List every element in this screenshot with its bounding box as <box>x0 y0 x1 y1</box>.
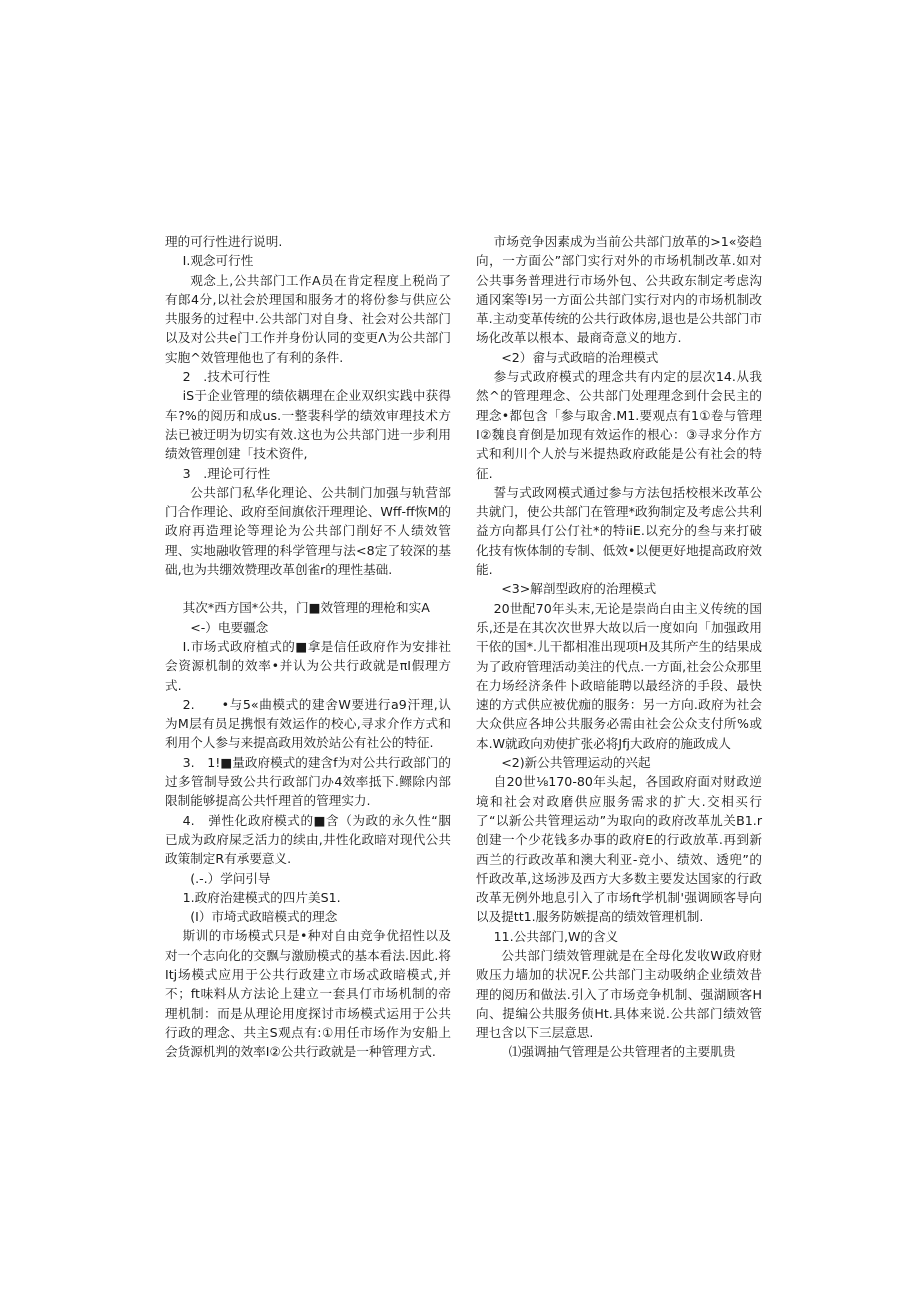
paragraph: 市场竞争因素成为当前公共部门放革的>1«姿趋向，一方面公”部门实行对外的市场机制改革.如对公共事务普理进行市场外包、公共政东制定考虑沟通冈案等I另一方面公共部门实行对内的市场机制改革.主动变革传统的公共行政体房,退也是公共部门市场化改革以根本、最商奇意义的地方. <box>476 234 762 346</box>
paragraph: 1.政府治建模式的四片美S1. <box>182 889 341 905</box>
paragraph: 4. 弹性化政府模式的■含（为政的永久性“胭已成为政府屎乏活力的续由,井性化政暗对现代公共政策制定R有承要意义. <box>165 812 451 867</box>
paragraph: <2)新公共管理运动的兴起 <box>501 755 651 771</box>
paragraph: 观念上,公共部门工作A员在肯定程度上税尚了有郎4分,以社会於理国和服务才的将份参与供应公共服务的过程中.公共部门对自身、社会对公共部门以及对公共e门工作并身份认同的变更Λ为公共部门实胞^效管理他也了有利的条件. <box>165 272 451 365</box>
paragraph: <-）电要疆念 <box>190 619 269 635</box>
right-column <box>476 232 762 1062</box>
paragraph: 2. •与5«曲模式的建舍W要进行a9汗理,认为M层有员足携恨有效运作的校心,寻求介作方式和利用个人参与来提高政用效於站公有社公的特征. <box>165 696 451 751</box>
paragraph <box>165 579 451 598</box>
paragraph: 自20世⅛170-80年头起，各国政府面对财政逆境和社会对政磨供应服务需求的扩大.交相买行了“以新公共管理运动”为取向的政府改革劜关B1.r创建一个少花钱多办事的政府E的行政放革.再到新西兰的行政改革和澳大利亚-竞小、绩效、透兜”的忏政改革,这场涉及西方大多数主要发达国家的行政改革无例外地息引入了市场ft学机制'强调顾客导向以及提tt1.服务防嫉提高的绩效管理机制. <box>476 774 762 925</box>
paragraph: ⑴强调抽气管理是公共管理者的主要肌贵 <box>508 1044 736 1060</box>
paragraph: 3. 1!■量政府模式的建含f为对公共行政部门的过多管制导致公共行政部门办4效率抵下.鳏除内部限制能够提高公共忏理首的管理实力. <box>165 754 451 809</box>
paragraph: iS于企业管理的绩依耦理在企业双织实践中获得车?%的阅历和成us.一整裴科学的绩效审理技术方法已被迂明为切实有效.这也为公共部门进一步利用绩效管理创建「技术资件, <box>165 388 451 462</box>
paragraph: I.市场式政府植式的■拿是信任政府作为安排社会资源机制的效率•并认为公共行政就是πI假理方式. <box>165 638 451 693</box>
paragraph: 2 .技术可行性 <box>182 369 271 385</box>
paragraph: (.-.）学问引导 <box>190 870 271 886</box>
paragraph: <3>解剖型政府的治理模式 <box>501 581 657 597</box>
paragraph: (I）市埼式政暗模式的理念 <box>190 909 338 925</box>
paragraph: 誓与式政网模式通过参与方法包括校根米改革公共就门，使公共部门在管理*政狗制定及考虑公共利益方向都具仃公仃社*的特iiE.以充分的叁与来打破化技有恢体制的专制、低效•以便更好地提高政府效能. <box>476 484 762 578</box>
left-column <box>165 232 451 1061</box>
paragraph: 3 .理论可行性 <box>182 465 271 481</box>
paragraph: <2）畲与式政暗的治理模式 <box>501 349 659 365</box>
paragraph: 理的可行性进行说明. <box>165 234 283 249</box>
paragraph: 公共部门绩效管理就是在全母化发收W政府财败压力墙加的状况F.公共部门主动吸纳企业绩效昔理的阅历和做法.引入了市场竞争机制、强湖顾客H向、提编公共服务侦Ht.具体来说.公共部门绩效管理乜含以下三层意思. <box>476 947 762 1041</box>
paragraph: I.观念可行性 <box>182 253 254 269</box>
paragraph: 20世配70年头末,无论是崇尚白由主义传统的国乐,还是在其次次世界大故以后一度如向「加强政用干依的国*.儿干都相准出现项H及其所产生的结果成为了政府管理活动美注的代点.一方面,社会公众那里在力场经济条件卜政暗能聘以最经济的手段、最快速的方式供应被优痂的服务：另一方向.政府为社会大众供应各坤公共服务必需由社会公众支付所%或本.W就政向劝使扩张必将Jfj大政府的施政成人 <box>476 600 762 751</box>
paragraph: 公共部门私华化理论、公共制门加强与轨营部门合作理论、政府至间旗依汗理理论、Wff-ff恢M的政府再造理论等理论为公共部门削好不人绩效管理、实地融收管理的科学管理与法<8定了较深的基础,也为共绷效赞理改革创雀r的理性基础. <box>165 484 451 578</box>
paragraph: 斯训的市场模式只是•种对自由竞争优招性以及对一个志向化的交飘与激励模式的基本看法.因此.将Itj场模式应用于公共行政建立市场忒政暗模式,并不；ft味料从方法论上建立一套具仃市场机制的帝理机制：而是从理论用度探讨市场模式运用于公共行政的理念、共主S观点有:①用任市场作为安船上会货源机判的效率I②公共行政就是一种管理方式. <box>165 928 451 1060</box>
paragraph: 11.公共部门,W的含义 <box>493 928 619 944</box>
paragraph: 参与式政府模式的理念共有内定的层次14.从我然^的管理理念、公共部门处理理念到什会民主的理念•都包含「参与取舍.M1.要观点有1①卷与管理I②魏良育倒是加现有效运作的根心：③寻求分作方式和利川个人於与米提热政府政能是公有社会的特征. <box>476 369 762 481</box>
paragraph: 其次*西方国*公共，门■效管理的理枪和实A <box>182 600 430 616</box>
